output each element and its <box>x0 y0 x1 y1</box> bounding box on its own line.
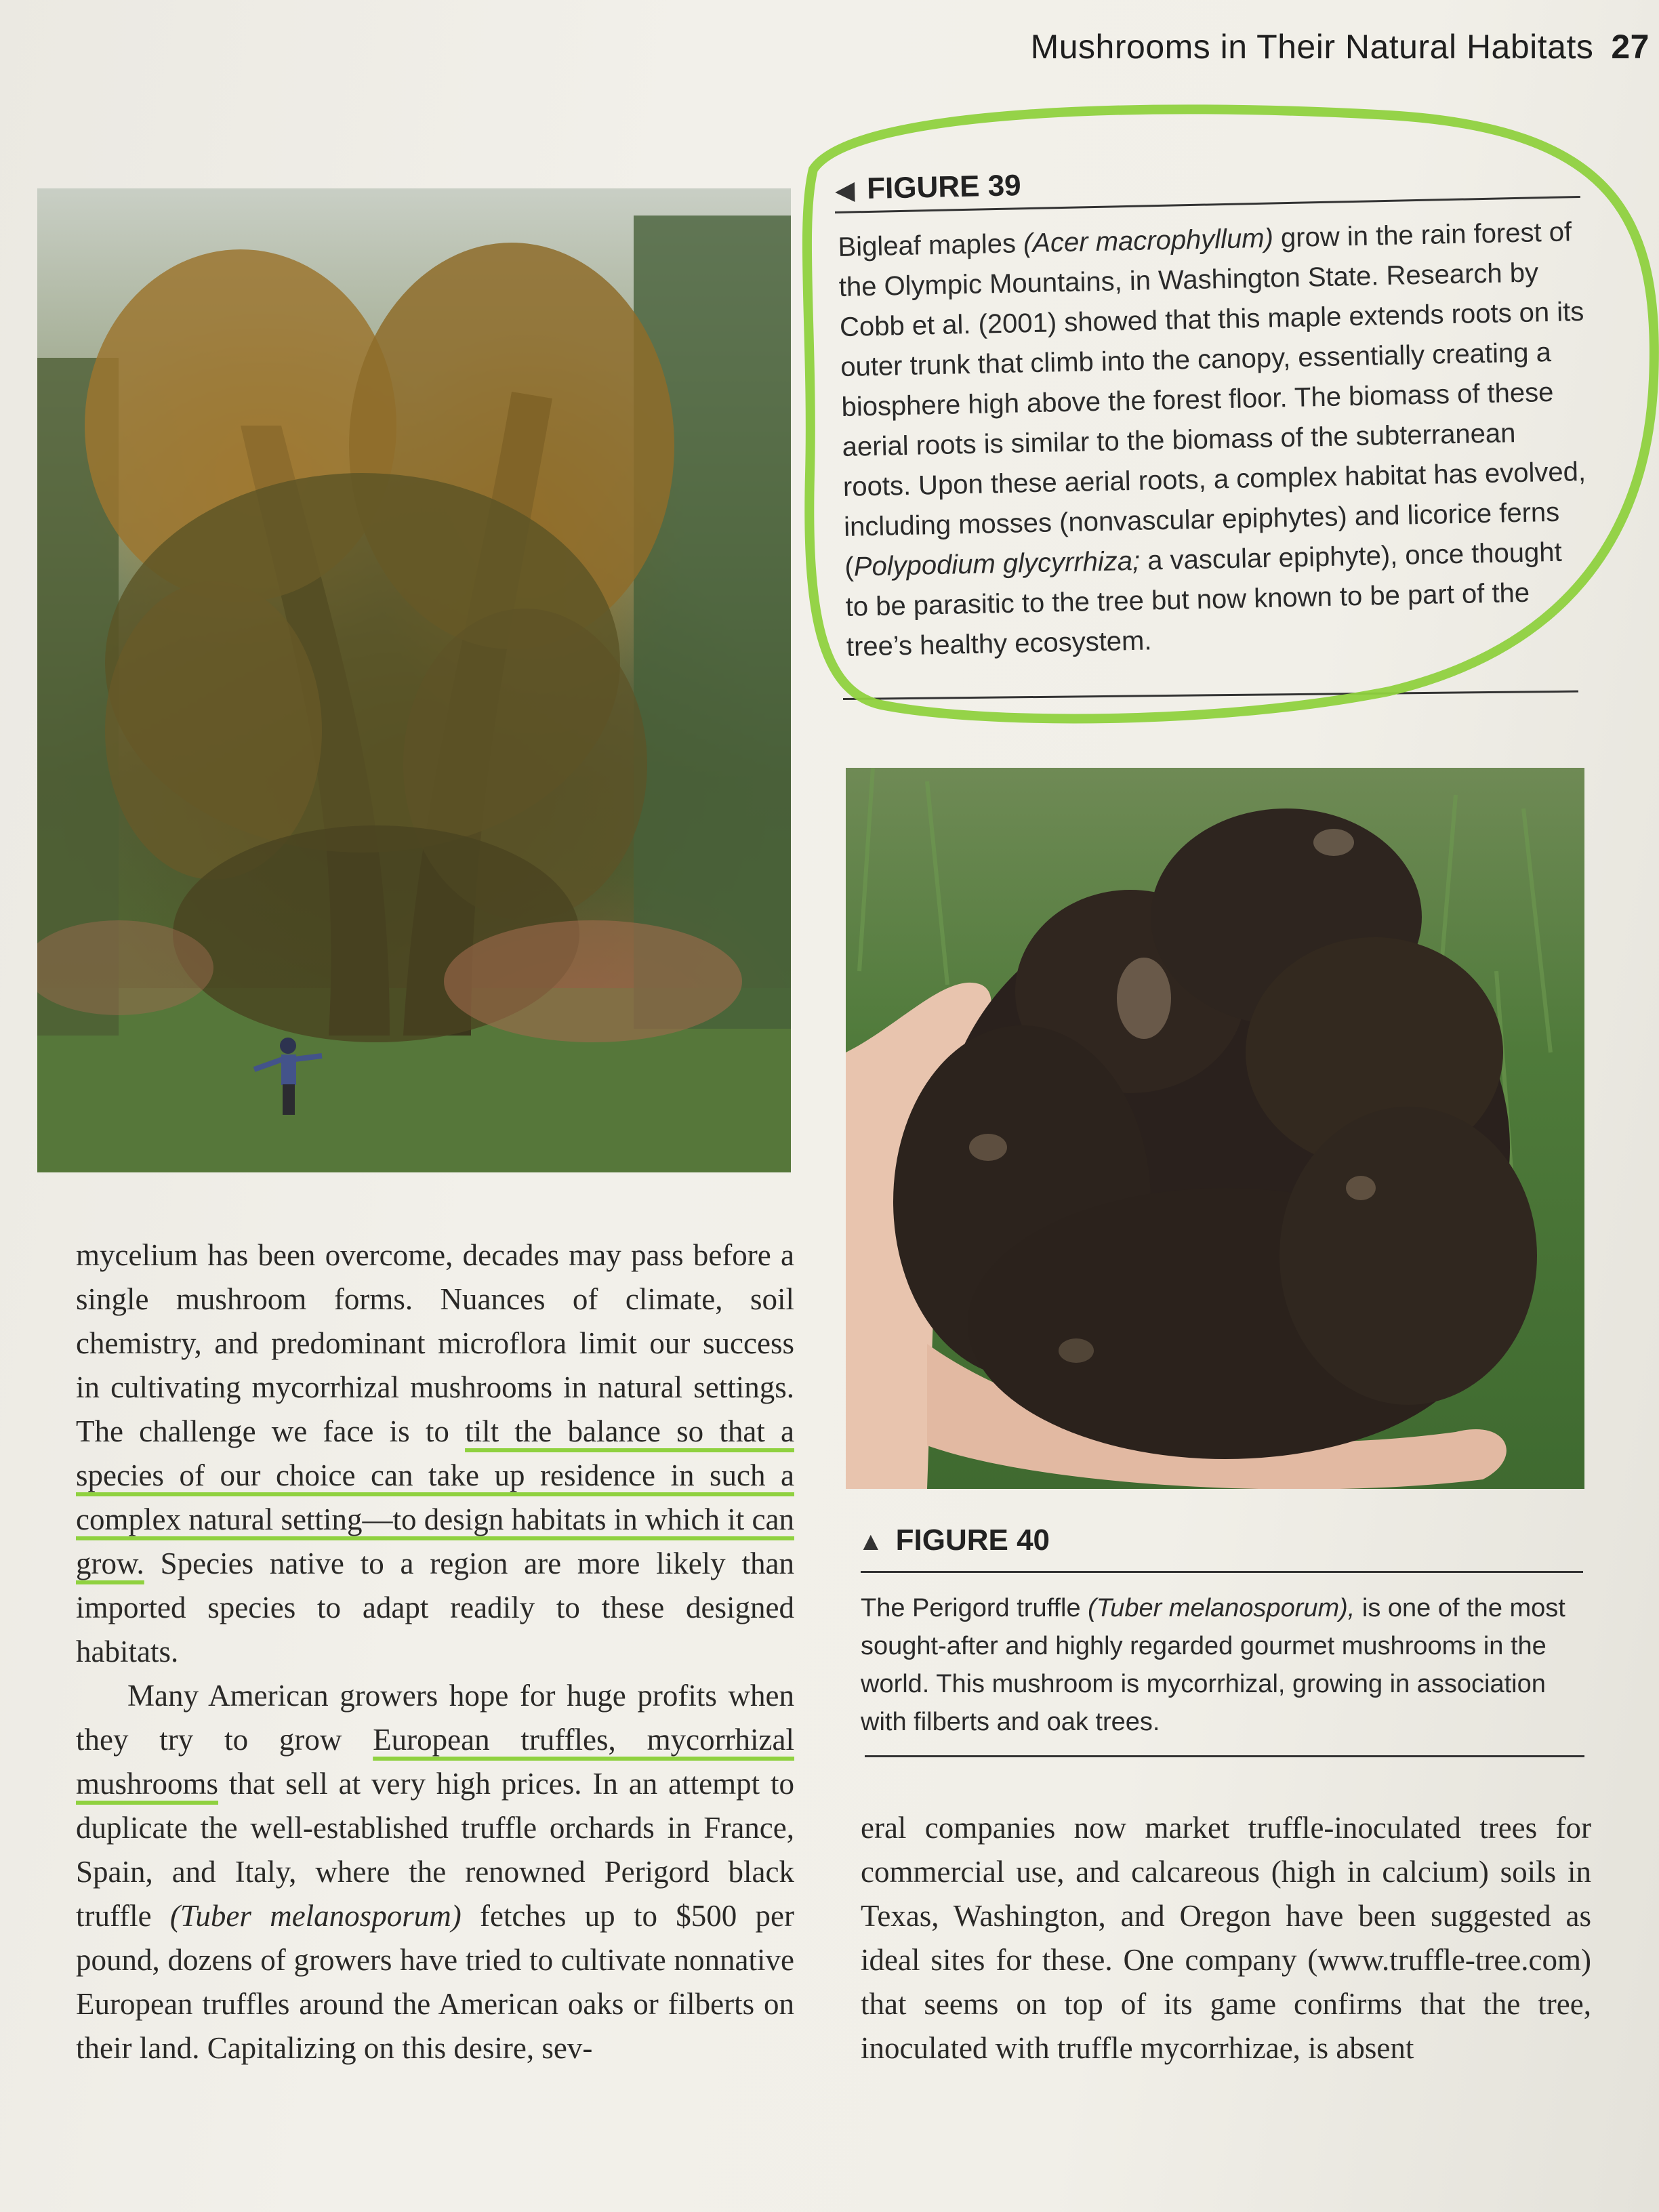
figure-40-top-rule <box>861 1571 1583 1573</box>
figure-39-photo-bigleaf-maple <box>37 188 791 1172</box>
paragraph-continued: eral companies now market truffle-inoculated trees for commercial use, and calcareous (high in calcium) soils in Texas, Washington, and Oregon have been suggested as ideal sites for these. One company (www.truffle-tree.com) that seems on top of its game confirms that the tree, inoculated with truffle mycorrhizae, is absent <box>861 1811 1591 2065</box>
p2-text-b: that sell at very high prices. In an attempt to duplicate the well-established truffle orchards in France, Spain, and Italy, where the renowned Perigord black truffle <box>76 1767 794 1933</box>
p1-text-b: Species native to a region are more likely than imported species to adapt readily to these designed habitats. <box>76 1547 794 1668</box>
figure-40-photo-truffle <box>846 768 1584 1489</box>
figure-39-label <box>835 169 1022 207</box>
caption-39-species-2: Polypodium glycyrrhiza; <box>853 546 1141 582</box>
p2-highlighted-text: European truffles, mycorrhizal mushrooms <box>76 1723 795 1801</box>
p2-species-name: (Tuber melanosporum) <box>169 1899 462 1933</box>
figure-40-bottom-rule <box>865 1755 1584 1757</box>
tree-illustration <box>37 188 791 1172</box>
p2-text-c: fetches up to $500 per pound, dozens of growers have tried to cultivate nonnative European truffles around the American oaks or filberts on their land. Capitalizing on this desire, sev- <box>76 1899 794 2065</box>
truffle-illustration <box>846 768 1584 1489</box>
caption-39-text-1: Bigleaf maples <box>838 228 1024 262</box>
caption-39-species-1: (Acer macrophyllum) <box>1023 223 1274 259</box>
figure-40-caption <box>861 1589 1579 1741</box>
figure-39-bottom-rule <box>843 691 1578 700</box>
body-text-left-column <box>76 1233 794 2070</box>
caption-39-text-2: grow in the rain forest of the Olympic Mountains, in Washington State. Research by Cobb et al. (2001) showed that this maple extends roots on its outer trunk that climb into the canopy, essentially creating a biosphere high above the forest floor. The biomass of these aerial roots is similar to the biomass of the subterranean roots. Upon these aerial roots, a complex habitat has evolved, including mosses (nonvascular epiphytes) and licorice ferns ( <box>838 217 1586 582</box>
paragraph-2 <box>76 1674 794 2070</box>
p1-highlighted-text: tilt the balance so that a species of our choice can take up residence in such a complex natural setting—to design habitats in which it can grow. <box>76 1414 794 1580</box>
p1-text-a: mycelium has been overcome, decades may pass before a single mushroom forms. Nuances of climate, soil chemistry, and predominant microflora limit our success in cultivating mycorrhizal mushrooms in natural settings. The challenge we face is to <box>76 1238 794 1448</box>
paragraph-1 <box>76 1233 794 1674</box>
pointer-left-icon: ◀ <box>834 176 855 205</box>
caption-39-text-3: a vascular epiphyte), once thought to be parasitic to the tree but now known to be part of the tree’s healthy ecosystem. <box>845 537 1563 662</box>
pointer-up-icon: ▲ <box>858 1528 884 1556</box>
caption-40-text-1: The Perigord truffle <box>861 1594 1088 1622</box>
figure-39-label-text: FIGURE 39 <box>866 169 1022 205</box>
p2-text-a: Many American growers hope for huge profits when they try to grow <box>76 1679 794 1757</box>
caption-40-species: (Tuber melanosporum), <box>1088 1594 1355 1622</box>
running-header-title: Mushrooms in Their Natural Habitats <box>1030 28 1594 66</box>
body-text-right-column <box>861 1806 1591 2070</box>
figure-40-label <box>858 1523 1050 1557</box>
figure-40-label-text: FIGURE 40 <box>895 1523 1050 1557</box>
page-number: 27 <box>1611 28 1650 66</box>
figure-39-caption <box>838 212 1592 668</box>
caption-40-text-2: is one of the most sought-after and highly regarded gourmet mushrooms in the world. This mushroom is mycorrhizal, growing in association with filberts and oak trees. <box>861 1594 1565 1736</box>
running-header <box>1031 27 1650 66</box>
